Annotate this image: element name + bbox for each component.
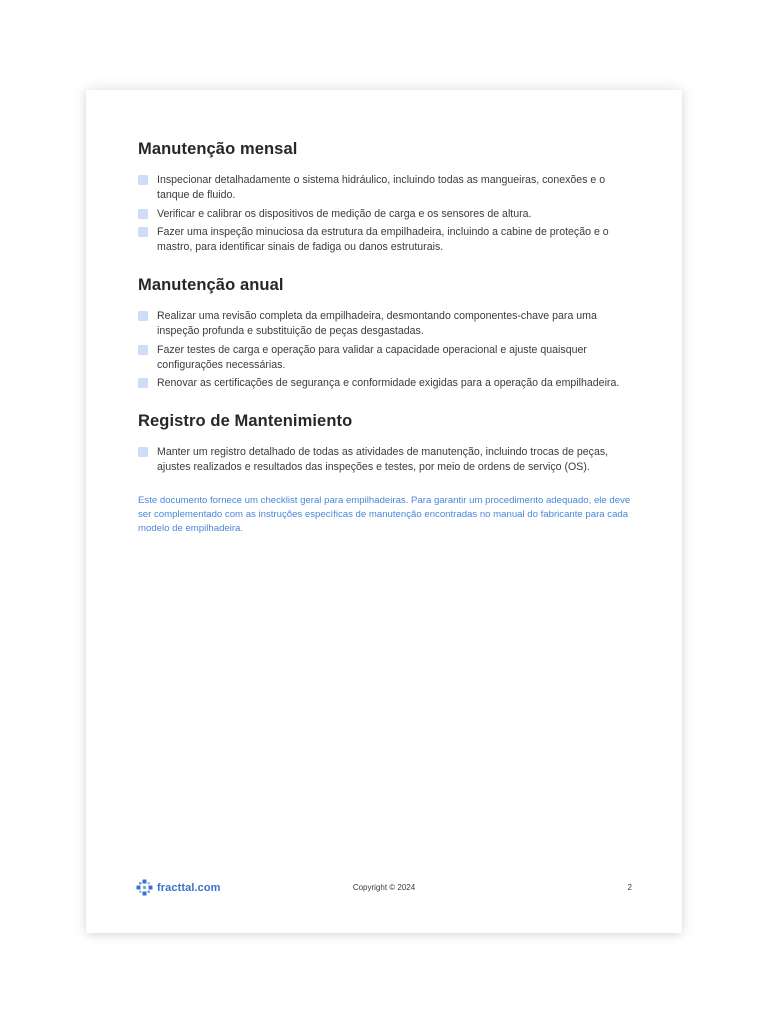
section-title: Manutenção mensal [138,140,298,158]
checklist-item [138,173,632,203]
checklist-item-text: Fazer uma inspeção minuciosa da estrutura da empilhadeira, incluindo a cabine de proteção e o mastro, para identificar sinais de fadiga ou danos estruturais. [157,226,609,253]
section-annual-maintenance [138,276,632,391]
page-content [138,140,632,546]
section-maintenance-log [138,412,632,475]
logo-text: fracttal.com [157,881,221,894]
checklist-item-text: Manter um registro detalhado de todas as atividades de manutenção, incluindo trocas de peças, ajustes realizados e resultados das inspeções e testes, por meio de ordens de serviço (OS). [157,446,609,473]
section-title: Manutenção anual [138,276,284,294]
copyright-text: Copyright © 2024 [352,883,416,892]
checklist-item-text: Verificar e calibrar os dispositivos de medição de carga e os sensores de altura. [157,207,532,220]
checkbox-icon[interactable] [138,345,148,355]
checklist-item [138,225,632,255]
document-page [86,90,682,933]
checklist [138,173,632,255]
checklist-item [138,445,632,475]
checklist-item-text: Realizar uma revisão completa da empilhadeira, desmontando componentes-chave para uma inspeção profunda e substituição de peças desgastadas. [157,310,597,337]
checkbox-icon[interactable] [138,209,148,219]
checklist-item-text: Inspecionar detalhadamente o sistema hidráulico, incluindo todas as mangueiras, conexões e o tanque de fluido. [157,174,606,201]
checklist-item [138,376,632,391]
checkbox-icon[interactable] [138,378,148,388]
checklist-item [138,309,632,339]
checkbox-icon[interactable] [138,447,148,457]
disclaimer-note: Este documento fornece um checklist geral para empilhadeiras. Para garantir um procedimento adequado, ele deve ser complementado com as instruções específicas de manutenção encontradas no manual do fabricante para cada modelo de empilhadeira. [138,495,631,535]
page-footer [136,878,632,898]
checklist-item [138,343,632,373]
section-title: Registro de Mantenimiento [138,412,353,430]
checkbox-icon[interactable] [138,311,148,321]
checkbox-icon[interactable] [138,175,148,185]
checklist [138,445,632,475]
section-monthly-maintenance [138,140,632,255]
checklist-item-text: Fazer testes de carga e operação para validar a capacidade operacional e ajuste quaisquer configurações necessárias. [157,343,587,371]
checklist-item [138,207,632,222]
page-number: 2 [627,883,632,892]
checkbox-icon[interactable] [138,227,148,237]
checklist [138,309,632,391]
checklist-item-text: Renovar as certificações de segurança e conformidade exigidas para a operação da empilhadeira. [157,377,620,389]
